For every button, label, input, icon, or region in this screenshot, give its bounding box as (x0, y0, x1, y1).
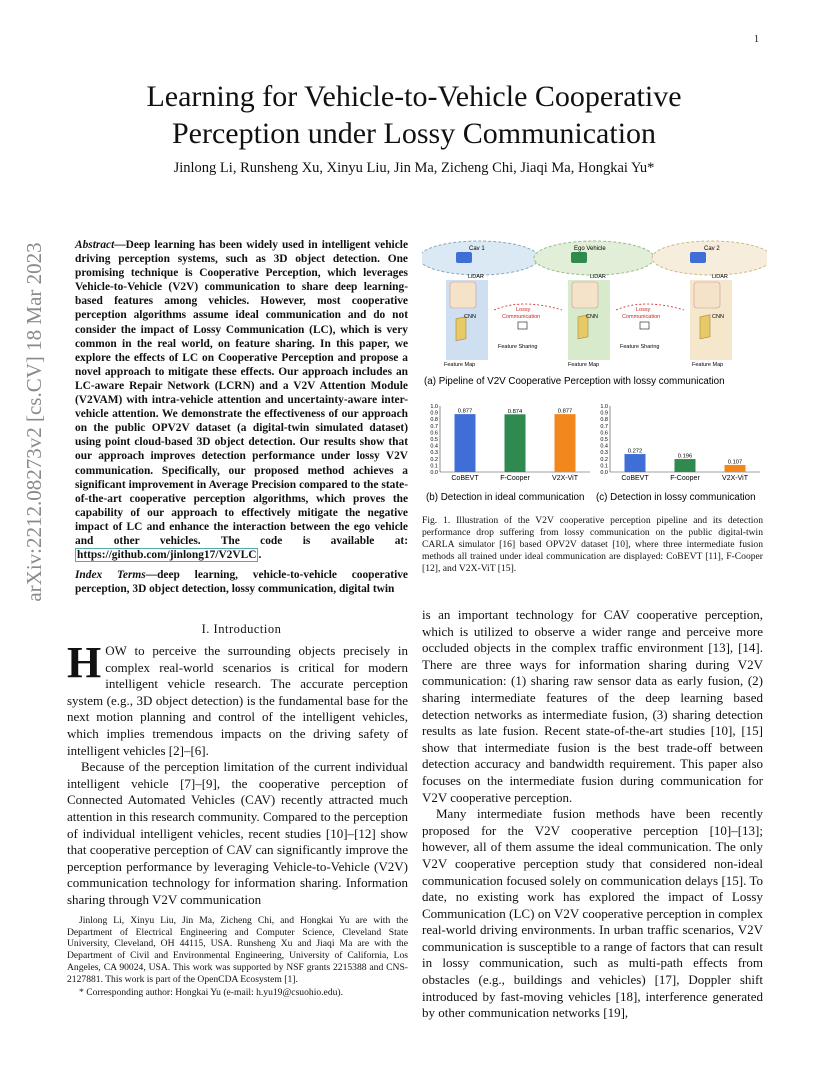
bar-cobevt (455, 414, 476, 472)
lidar-label-2: LiDAR (590, 274, 606, 280)
data-label: 0.196 (677, 453, 693, 460)
lossy-label-1: Lossy (516, 307, 531, 313)
ego-car-icon (571, 252, 587, 263)
intro-paragraph-1 (67, 638, 408, 759)
envelope-icon-1 (518, 322, 527, 329)
y-tick-label: 0.6 (600, 430, 608, 437)
data-label: 0.272 (627, 448, 643, 455)
data-label: 0.107 (727, 459, 743, 466)
feature-map-label-2: Feature Map (568, 362, 600, 368)
pipeline-diagram (422, 241, 767, 387)
lidar-label-3: LiDAR (712, 274, 728, 280)
lossy-label-2: Lossy (636, 307, 651, 313)
y-tick-label: 0.0 (430, 470, 438, 476)
x-tick-label: CoBEVT (621, 475, 649, 482)
index-terms (75, 568, 408, 596)
abstract: Abstract—Deep learning has been widely used in intelligent vehicle driving perception systems, such as 3D object detection. One promising technique is Cooperative Perception, which leverages Vehicle-to-Vehicle (V2V) communication to share deep learning-based features among vehicles. However, most cooperative perception algorithms assume ideal communication and do not consider the impact of Lossy Communication (LC), which is very common in the real world, on feature sharing. In this paper, we explore the effects of LC on Cooperative Perception and propose a novel approach to mitigate these effects. Our approach includes an LC-aware Repair Network (LCRN) and a V2V Attention Module (V2VAM) with intra-vehicle attention and uncertainty-aware inter-vehicle attention. We demonstrate the effectiveness of our approach on the public OPV2V dataset (a digital-twin simulated dataset) using point cloud-based 3D object detection. Our results show that our approach improves detection performance under lossy V2V communication. Specifically, our proposed method achieves a significant improvement in Average Precision compared to the state-of-the-art cooperative perception algorithms, which proves the capability of our approach to effectively mitigate the negative impact of LC and enhance the interaction between the ego vehicle and other vehicles. The code is available at: https://github.com/jinlong17/V2VLC . (75, 239, 408, 562)
bar-cobevt (625, 454, 646, 472)
y-tick-label: 0.1 (600, 463, 608, 470)
bar-f-cooper (675, 459, 696, 472)
y-tick-label: 0.4 (600, 443, 608, 450)
feature-sharing-label-1: Feature Sharing (498, 344, 538, 350)
figure-1 (422, 238, 767, 513)
bar-v2x-vit (725, 465, 746, 472)
right-paragraph-2: Many intermediate fusion methods have been recently proposed for the V2V cooperative perception [10]–[13]; however, all of them assume the ideal communication. The only V2V cooperative perception study that considered non-ideal communication focused solely on communication delays [15]. To date, no existing work has explored the impact of Lossy Communication (LC) on V2V cooperative perception in complex real-world driving environments. In urban traffic scenarios, V2V communication is susceptible to a range of factors that can result in lossy communication, such as multi-path effects from obstacles (e.g., buildings and vehicles) [17], Doppler shift introduced by fast-moving vehicles [18], interference generated by other communication networks [19], (422, 806, 763, 1021)
data-label: 0.874 (507, 408, 523, 415)
bar-f-cooper (505, 414, 526, 472)
communication-label-2: Communication (622, 314, 661, 320)
pipeline-caption: (a) Pipeline of V2V Cooperative Perception with lossy communication (424, 376, 725, 387)
x-tick-label: F-Cooper (670, 475, 700, 482)
cnn-label-1: CNN (464, 314, 476, 320)
y-tick-label: 0.7 (430, 423, 438, 430)
y-tick-label: 0.7 (600, 423, 608, 430)
y-tick-label: 0.2 (600, 456, 608, 463)
x-tick-label: V2X-ViT (722, 475, 748, 482)
x-tick-label: V2X-ViT (552, 475, 578, 482)
figure-caption: Fig. 1. Illustration of the V2V cooperative perception pipeline and its detection performance drop suffering from lossy communication on the public digital-twin CARLA simulator [16] based OPV2V dataset [10], where three intermediate fusion methods all trained under ideal communication are displayed: CoBEVT [11], F-Cooper [12], and V2X-ViT [15]. (422, 515, 763, 574)
y-tick-label: 0.2 (430, 456, 438, 463)
feature-map-label-3: Feature Map (692, 362, 724, 368)
y-tick-label: 1.0 (600, 404, 608, 410)
ego-label: Ego Vehicle (574, 246, 606, 252)
y-tick-label: 1.0 (430, 404, 438, 410)
introduction-right-column (422, 607, 763, 1022)
cav2-label: Cav 2 (704, 246, 720, 252)
y-tick-label: 0.4 (430, 443, 438, 450)
index-terms-label: Index Terms (75, 569, 146, 581)
footnote-affiliations: Jinlong Li, Xinyu Liu, Jin Ma, Zicheng Chi, and Hongkai Yu are with the Department of Electrical Engineering and Computer Science, Cleveland State University, Cleveland, OH 44115, USA. Runsheng Xu and Jiaqi Ma are with the Department of Civil and Environmental Engineering, University of California, Los Angeles, CA 90024, USA. This work was supported by NSF grants 2215388 and CNS-2127881. This work is part of the OpenCDA Ecosystem [1]. (67, 915, 408, 985)
intro-paragraph-2: Because of the perception limitation of the current individual intelligent vehicle [7]–[9], the cooperative perception of Connected Automated Vehicles (CAV) recently attracted much attention in this research community. Compared to the perception of individual intelligent vehicles, recent studies [10]–[12] show that cooperative perception of CAV can significantly improve the perception performance by leveraging Vehicle-to-Vehicle (V2V) communication technology for information sharing. Information sharing through V2V communication (67, 759, 408, 907)
x-tick-label: F-Cooper (500, 475, 530, 482)
data-label: 0.877 (457, 408, 473, 415)
cnn-label-3: CNN (712, 314, 724, 320)
paper-title (80, 78, 748, 152)
x-tick-label: CoBEVT (451, 475, 479, 482)
feature-map-label-1: Feature Map (444, 362, 476, 368)
section-heading-introduction: I. Introduction (201, 622, 282, 636)
title-line-1: Learning for Vehicle-to-Vehicle Cooperative (146, 80, 682, 113)
y-tick-label: 0.3 (600, 450, 608, 457)
abstract-label: Abstract (75, 239, 115, 251)
cav1-car-icon (456, 252, 472, 263)
introduction-left-column (67, 638, 408, 909)
y-tick-label: 0.8 (430, 417, 438, 424)
title-line-2: Perception under Lossy Communication (171, 117, 657, 150)
intro-p1-text: OW to perceive the surrounding objects precisely in complex real-world scenarios is critical for modern intelligent vehicle research. The accurate perception system (e.g., 3D object detection) is the fundamental base for the next motion planning and control of the intelligent vehicles, which implies tremendous impacts on the driving safety of intelligent vehicles [2]–[6]. (67, 643, 408, 758)
cnn-label-2: CNN (586, 314, 598, 320)
y-tick-label: 0.6 (430, 430, 438, 437)
code-link[interactable]: https://github.com/jinlong17/V2VLC (77, 549, 257, 562)
cav1-label: Cav 1 (469, 246, 485, 252)
right-paragraph-1: is an important technology for CAV cooperative perception, which is utilized to observe a wider range and perceive more occluded objects in the complex traffic environment [13], [14]. There are three ways for information sharing during V2V communication: (1) sharing raw sensor data as early fusion, (2) sharing intermediate features of the deep learning based detection networks as intermediate fusion, (3) sharing detection results as late fusion. Recent state-of-the-art studies [10], [15] show that intermediate fusion is the best trade-off between detection accuracy and bandwidth requirement. This paper also focuses on the intermediate fusion during communication for V2V cooperative perception. (422, 607, 763, 805)
y-tick-label: 0.8 (600, 417, 608, 424)
caption-b: (b) Detection in ideal communication (426, 492, 585, 503)
envelope-icon-2 (640, 322, 649, 329)
y-tick-label: 0.3 (430, 450, 438, 457)
bar-v2x-vit (555, 414, 576, 472)
y-tick-label: 0.5 (600, 437, 608, 443)
chart-ideal-communication (430, 404, 590, 482)
drop-cap: H (67, 638, 102, 687)
y-tick-label: 0.5 (430, 437, 438, 443)
communication-label-1: Communication (502, 314, 541, 320)
y-tick-label: 0.9 (600, 410, 608, 417)
pointcloud-icons (450, 282, 720, 308)
data-label: 0.877 (557, 408, 573, 415)
arxiv-identifier: arXiv:2212.08273v2 [cs.CV] 18 Mar 2023 (22, 242, 46, 602)
footnote-corresponding: * Corresponding author: Hongkai Yu (e-mail: h.yu19@csuohio.edu). (79, 987, 344, 999)
y-tick-label: 0.9 (430, 410, 438, 417)
chart-lossy-communication (600, 404, 760, 482)
y-tick-label: 0.1 (430, 463, 438, 470)
abstract-text: —Deep learning has been widely used in intelligent vehicle driving perception systems, such as 3D object detection. One promising technique is Cooperative Perception, which leverages Vehicle-to-Vehicle (V2V) communication to share deep learning-based features among vehicles. However, most cooperative perception algorithms assume ideal communication and do not consider the impact of Lossy Communication (LC), which is very common in the real world, on feature sharing. In this paper, we explore the effects of LC on Cooperative Perception and propose a novel approach to mitigate these effects. Our approach includes an LC-aware Repair Network (LCRN) and a V2V Attention Module (V2VAM) with intra-vehicle attention and uncertainty-aware inter-vehicle attention. We demonstrate the effectiveness of our approach on the public OPV2V dataset (a digital-twin simulated dataset) using point cloud-based 3D object detection. Our results show that our approach improves detection performance under lossy V2V communication. Specifically, our proposed method achieves a significant improvement in Average Precision compared to the state-of-the-art cooperative perception algorithms, which proves the capability of our approach to effectively mitigate the negative impact of LC and enhance the interaction between the ego vehicle and other vehicles. The code is available at: (75, 239, 408, 547)
y-tick-label: 0.0 (600, 470, 608, 476)
author-list: Jinlong Li, Runsheng Xu, Xinyu Liu, Jin Ma, Zicheng Chi, Jiaqi Ma, Hongkai Yu* (173, 160, 655, 176)
index-terms-text: —deep learning, vehicle-to-vehicle cooperative perception, 3D object detection, lossy communication, digital twin (75, 569, 408, 596)
lidar-label-1: LiDAR (468, 274, 484, 280)
feature-sharing-label-2: Feature Sharing (620, 344, 660, 350)
caption-c: (c) Detection in lossy communication (596, 492, 756, 503)
footnote (67, 915, 408, 999)
feature-map-icons (456, 315, 710, 341)
cav2-car-icon (690, 252, 706, 263)
page-number: 1 (754, 34, 759, 45)
